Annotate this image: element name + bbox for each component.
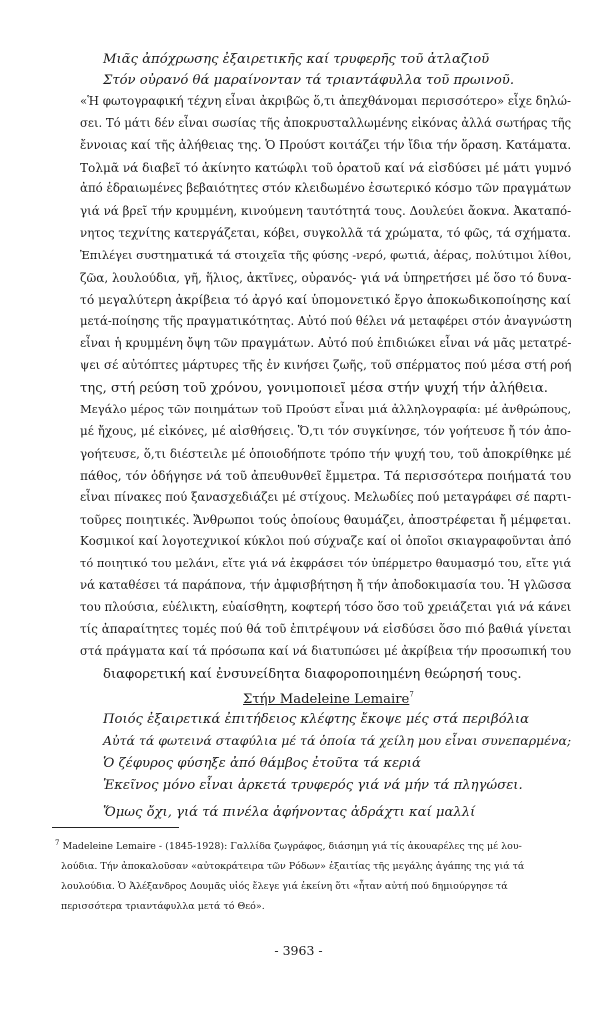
paragraph-line: σει. Τό μάτι δέν εἶναι σωσίας τῆς ἀποκρυσταλλωμένης εἰκόνας ἀλλά σωτήρας τῆς — [80, 116, 572, 130]
paragraph-line: Κοσμικοί καί λογοτεχνικοί κύκλοι πού σύχναζε καί οἱ ὁποῖοι σκιαγραφοῦνται ἀπό — [80, 534, 572, 548]
footnote-line: λούδια. Τήν ἀποκαλοῦσαν «αὐτοκράτειρα τῶν Ρόδων» ἐξαιτίας τῆς μεγάλης ἀγάπης της γιά τά — [61, 861, 525, 872]
paragraph-line: μέ ἤχους, μέ εἰκόνες, μέ αἰσθήσεις. Ὅ,τι τόν συγκίνησε, τόν γοήτευσε ἤ τόν ἀπο- — [80, 424, 572, 438]
paragraph-line: μετά-ποίησης τῆς πραγματικότητας. Αὐτό πού θέλει νά μεταφέρει στόν ἀναγνώστη — [80, 314, 572, 328]
footnote-number: 7 — [55, 838, 60, 847]
poem-line: Ἐκεῖνος μόνο εἶναι ἀρκετά τρυφερός γιά νά μήν τά πληγώσει. — [103, 778, 523, 793]
paragraph-line: τοῦρες ποιητικές. Ἄνθρωποι τούς ὁποίους θαυμάζει, ἀποστρέφεται ἤ μέμφεται. — [80, 513, 572, 527]
footnote-line: περισσότερα τριαντάφυλλα μετά τό Θεό». — [61, 901, 265, 912]
footnote-rule — [52, 827, 179, 828]
paragraph-line: τό μεγαλύτερη ἀκρίβεια τό ἀργό καί ὑπομονετικό ἔργο ἀποκωδικοποίησης καί — [80, 293, 572, 307]
page-number: - 3963 - — [274, 943, 323, 958]
paragraph-line: γιά νά βρεῖ τήν κρυμμένη, κινούμενη ταυτότητά τους. Δουλεύει ἄοκνα. Ἀκαταπό- — [80, 204, 572, 218]
paragraph-line: τίς ἀπαραίτητες τομές πού θά τοῦ ἐπιτρέψουν νά εἰσδύσει ὅσο πιό βαθιά γίνεται — [80, 622, 572, 636]
poem-line: Ὁ ζέφυρος φύσηξε ἀπό θάμβος ἐτοῦτα τά κεριά — [103, 756, 421, 771]
poem-line: Ὅμως ὄχι, γιά τά πινέλα ἀφήνοντας ἀδράχτι καί μαλλί — [103, 805, 476, 820]
footnote-text: Madeleine Lemaire - (1845-1928): Γαλλίδα ζωγράφος, διάσημη γιά τίς ἀκουαρέλες της μέ λου- — [62, 841, 522, 852]
footnote-line: λουλούδια. Ὁ Ἀλέξανδρος Δουμᾶς υἱός ἔλεγε γιά ἐκείνη ὅτι «ἦταν αὐτή πού δημιούργησε τά — [61, 881, 508, 892]
poem-title — [243, 690, 414, 706]
paragraph-line: Μεγάλο μέρος τῶν ποιημάτων τοῦ Προύστ εἶναι μιά ἀλληλογραφία: μέ ἀνθρώπους, — [80, 402, 572, 416]
paragraph-line: «Ἡ φωτογραφική τέχνη εἶναι ἀκριβῶς ὅ,τι ἀπεχθάνομαι περισσότερο» εἶχε δηλώ- — [80, 94, 571, 108]
epigraph-line: Μιᾶς ἀπόχρωσης ἐξαιρετικῆς καί τρυφερῆς τοῦ ἀτλαζιοῦ — [103, 52, 490, 67]
paragraph-line: Τολμᾶ νά διαβεῖ τό ἀκίνητο κατώφλι τοῦ ὁρατοῦ καί νά εἰσδύσει μέ μάτι γυμνό — [80, 161, 572, 175]
poem-line: Αὐτά τά φωτεινά σταφύλια μέ τά ὁποία τά χείλη μου εἶναι συνεπαρμένα; — [103, 733, 572, 748]
paragraph-line: ἔννοιας καί τῆς ἀλήθειας της. Ὁ Προύστ κοιτάζει τήν ἴδια τήν ὅραση. Κατάματα. — [80, 138, 572, 152]
epigraph-line: Στόν οὐρανό θά μαραίνονταν τά τριαντάφυλλα τοῦ πρωινοῦ. — [103, 73, 515, 88]
paragraph-line: ζῶα, λουλούδια, γῆ, ἥλιος, ἀκτῖνες, οὐρανός- γιά νά ὑπηρετήσει μέ ὅσο τό δυνα- — [80, 271, 572, 285]
paragraph-line: πάθος, τόν ὁδήγησε νά τοῦ ἀπευθυνθεῖ ἔμμετρα. Τά περισσότερα ποιήματά του — [80, 469, 572, 483]
paragraph-line: ψει σέ αὐτόπτες μάρτυρες τῆς ἐν κινήσει ζωῆς, τοῦ σπέρματος πού μέσα στή ροή — [80, 358, 572, 372]
paragraph-line: διαφορετική καί ἐνσυνείδητα διαφοροποιημένη θεώρησή τους. — [103, 667, 522, 682]
paragraph-line: νά καταθέσει τά παράπονα, τήν ἀμφισβήτηση ἤ τήν ἀποδοκιμασία του. Ἡ γλῶσσα — [80, 578, 572, 592]
paragraph-line: γοήτευσε, ὅ,τι διέστειλε μέ ὁποιοδήποτε τρόπο τήν ψυχή του, τοῦ ἀποκρίθηκε μέ — [80, 447, 572, 461]
paragraph-line: εἶναι ἡ κρυμμένη ὄψη τῶν πραγμάτων. Αὐτό πού ἐπιδιώκει εἶναι νά μᾶς μετατρέ- — [80, 336, 572, 350]
paragraph-line: εἶναι πίνακες πού ξανασχεδιάζει μέ στίχους. Μελωδίες πού μεταγράφει σέ παρτι- — [80, 490, 572, 504]
paragraph-line: νητος τεχνίτης κατεργάζεται, κόβει, συγκολλᾶ τά χρώματα, τό φῶς, τά σχήματα. — [80, 226, 572, 240]
paragraph-line: τό ποιητικό του μελάνι, εἴτε γιά νά ἐκφράσει τόν ὑπέρμετρο θαυμασμό του, εἴτε γιά — [80, 556, 572, 570]
poem-line: Ποιός ἐξαιρετικά ἐπιτήδειος κλέφτης ἔκοψε μές στά περιβόλια — [103, 712, 530, 727]
poem-title-text: Στήν Madeleine Lemaire — [243, 692, 410, 707]
paragraph-line: στά πράγματα καί τά πρόσωπα καί νά διατυπώσει μέ ἀκρίβεια τήν προσωπική του — [80, 644, 572, 658]
paragraph-line: Ἐπιλέγει συστηματικά τά στοιχεῖα τῆς φύσης -νερό, φωτιά, ἀέρας, πολύτιμοι λίθοι, — [80, 248, 572, 262]
paragraph-line: ἀπό ἑδραιωμένες βεβαιότητες στόν κλειδωμένο ἐσωτερικό κόσμο τῶν πραγμάτων — [80, 181, 572, 195]
footnote-line — [55, 838, 597, 852]
paragraph-line: της, στή ρεύση τοῦ χρόνου, γονιμοποιεῖ μέσα στήν ψυχή τήν ἀλήθεια. — [80, 381, 548, 396]
paragraph-line: του πλούσια, εὐέλικτη, εὐαίσθητη, κοφτερή τόσο ὅσο τοῦ χρειάζεται γιά νά κάνει — [80, 600, 572, 614]
footnote-marker: 7 — [409, 690, 414, 699]
